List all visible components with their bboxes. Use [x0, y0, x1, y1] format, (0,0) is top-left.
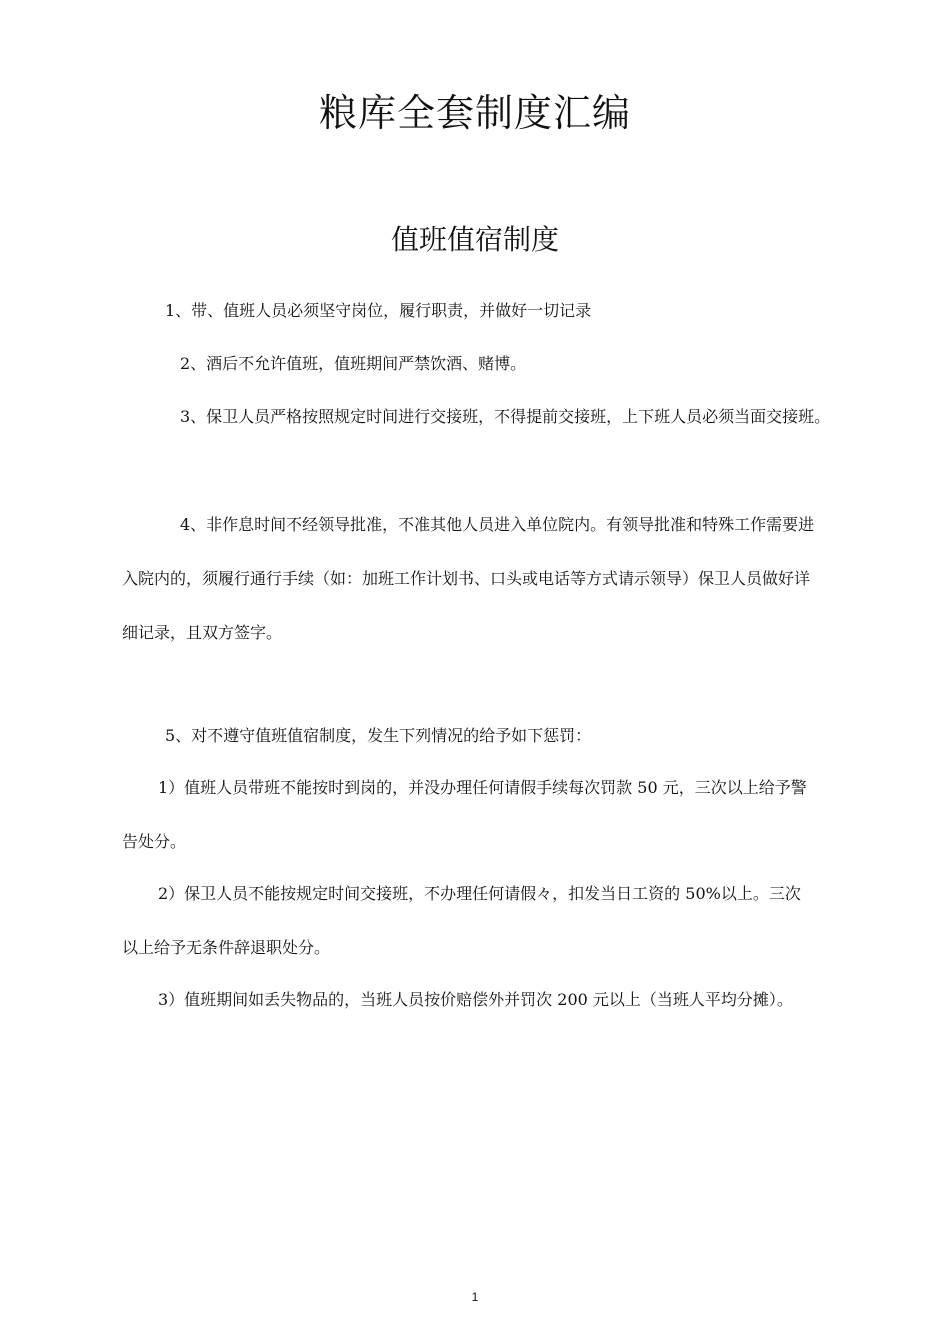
penalty-item-1: 1）值班人员带班不能按时到岗的，并没办理任何请假手续每次罚款 50 元，三次以上给予警告处分。	[122, 778, 807, 851]
document-title: 粮库全套制度汇编	[318, 91, 631, 135]
page-number: 1	[471, 1290, 479, 1304]
penalty-item-3: 3）值班期间如丢失物品的，当班人员按价赔偿外并罚次 200 元以上（当班人平均分摊）。	[158, 990, 793, 1009]
rule-paragraph-1: 1、带、值班人员必须坚守岗位，履行职责，并做好一切记录	[165, 301, 592, 320]
rule-paragraph-2: 2、酒后不允许值班，值班期间严禁饮酒、赌博。	[180, 354, 527, 373]
rule-paragraph-5: 5、对不遵守值班值宿制度，发生下列情况的给予如下惩罚：	[165, 726, 592, 745]
rule-paragraph-3: 3、保卫人员严格按照规定时间进行交接班，不得提前交接班，上下班人员必须当面交接班。	[180, 407, 831, 426]
penalty-item-2: 2）保卫人员不能按规定时间交接班，不办理任何请假々，扣发当日工资的 50%以上。三次以上给予无条件辞退职处分。	[122, 884, 801, 957]
section-title: 值班值宿制度	[390, 223, 559, 256]
rule-paragraph-4: 4、非作息时间不经领导批准，不准其他人员进入单位院内。有领导批准和特殊工作需要进入院内的，须履行通行手续（如：加班工作计划书、口头或电话等方式请示领导）保卫人员做好详细记录，且双方签字。	[122, 515, 815, 642]
